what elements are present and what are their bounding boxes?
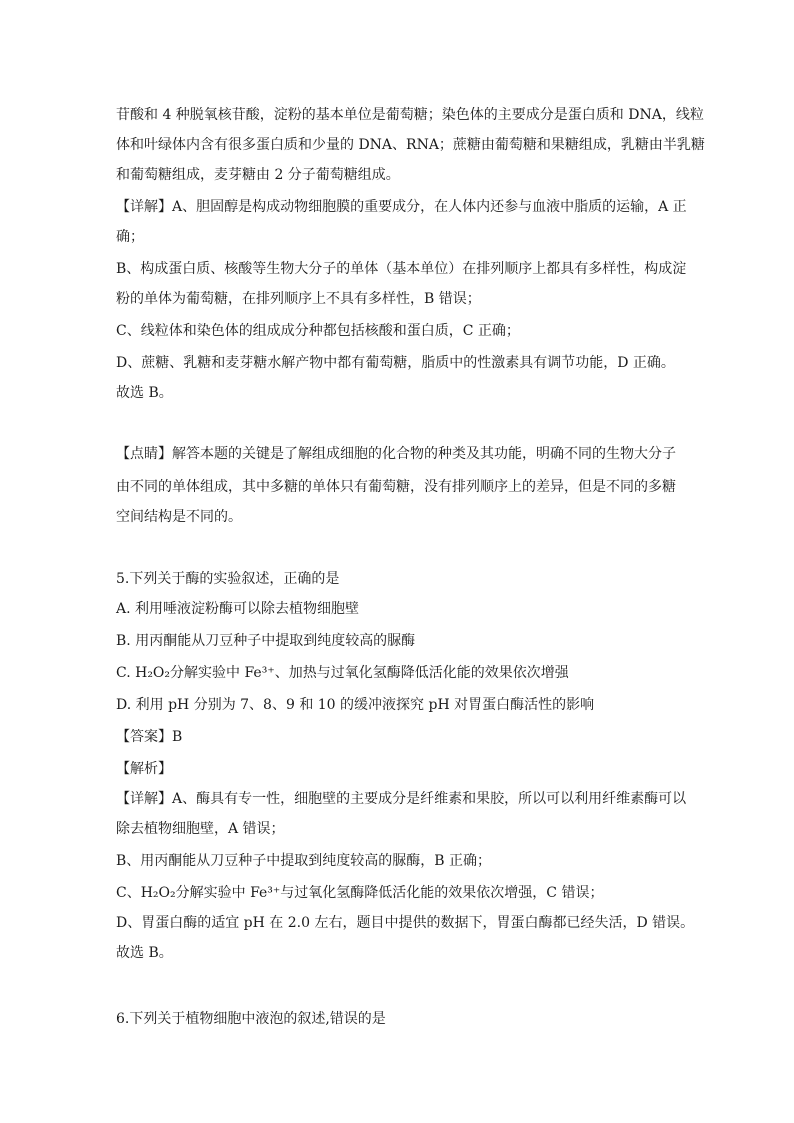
text-line: C、线粒体和染色体的组成成分种都包括核酸和蛋白质，C 正确；: [116, 323, 520, 339]
text-line: 和葡萄糖组成，麦芽糖由 2 分子葡萄糖组成。: [116, 167, 400, 183]
text-line: 故选 B。: [116, 385, 173, 401]
option-a: A. 利用唾液淀粉酶可以除去植物细胞壁: [116, 601, 360, 617]
text-line: 空间结构是不同的。: [116, 509, 242, 525]
text-line: B、构成蛋白质、核酸等生物大分子的单体（基本单位）在排列顺序上都具有多样性，构成淀: [116, 261, 687, 277]
text-line: 【详解】A、胆固醇是构成动物细胞膜的重要成分，在人体内还参与血液中脂质的运输，A 正: [116, 199, 687, 215]
text-line: D、胃蛋白酶的适宜 pH 在 2.0 左右，题目中提供的数据下，胃蛋白酶都已经失活，D 错误。: [116, 915, 695, 931]
text-line: 除去植物细胞壁，A 错误；: [116, 821, 285, 837]
text-line: 苷酸和 4 种脱氧核苷酸，淀粉的基本单位是葡萄糖；染色体的主要成分是蛋白质和 DNA，线粒: [116, 107, 704, 123]
text-line: C、H₂O₂分解实验中 Fe³⁺与过氧化氢酶降低活化能的效果依次增强，C 错误；: [116, 885, 604, 901]
text-line: 由不同的单体组成，其中多糖的单体只有葡萄糖，没有排列顺序上的差异，但是不同的多糖: [116, 479, 676, 495]
answer-label: 【答案】B: [116, 729, 183, 745]
analysis-label: 【解析】: [116, 761, 172, 777]
option-c: C. H₂O₂分解实验中 Fe³⁺、加热与过氧化氢酶降低活化能的效果依次增强: [116, 665, 569, 681]
option-d: D. 利用 pH 分别为 7、8、9 和 10 的缓冲液探究 pH 对胃蛋白酶活性的影响: [116, 697, 595, 713]
text-line: 【点睛】解答本题的关键是了解组成细胞的化合物的种类及其功能，明确不同的生物大分子: [116, 446, 676, 462]
text-line: 体和叶绿体内含有很多蛋白质和少量的 DNA、RNA；蔗糖由葡萄糖和果糖组成，乳糖由半乳糖: [116, 137, 705, 153]
question-title: 6.下列关于植物细胞中液泡的叙述,错误的是: [116, 1011, 386, 1027]
text-line: B、用丙酮能从刀豆种子中提取到纯度较高的脲酶，B 正确；: [116, 853, 492, 869]
question-title: 5.下列关于酶的实验叙述，正确的是: [116, 571, 340, 587]
text-line: 故选 B。: [116, 945, 173, 961]
text-line: 【详解】A、酶具有专一性，细胞壁的主要成分是纤维素和果胶，所以可以利用纤维素酶可以: [116, 791, 687, 807]
option-b: B. 用丙酮能从刀豆种子中提取到纯度较高的脲酶: [116, 633, 416, 649]
text-line: 粉的单体为葡萄糖，在排列顺序上不具有多样性，B 错误；: [116, 291, 481, 307]
text-line: 确；: [116, 229, 144, 245]
text-line: D、蔗糖、乳糖和麦芽糖水解产物中都有葡萄糖，脂质中的性激素具有调节功能，D 正确。: [116, 355, 675, 371]
